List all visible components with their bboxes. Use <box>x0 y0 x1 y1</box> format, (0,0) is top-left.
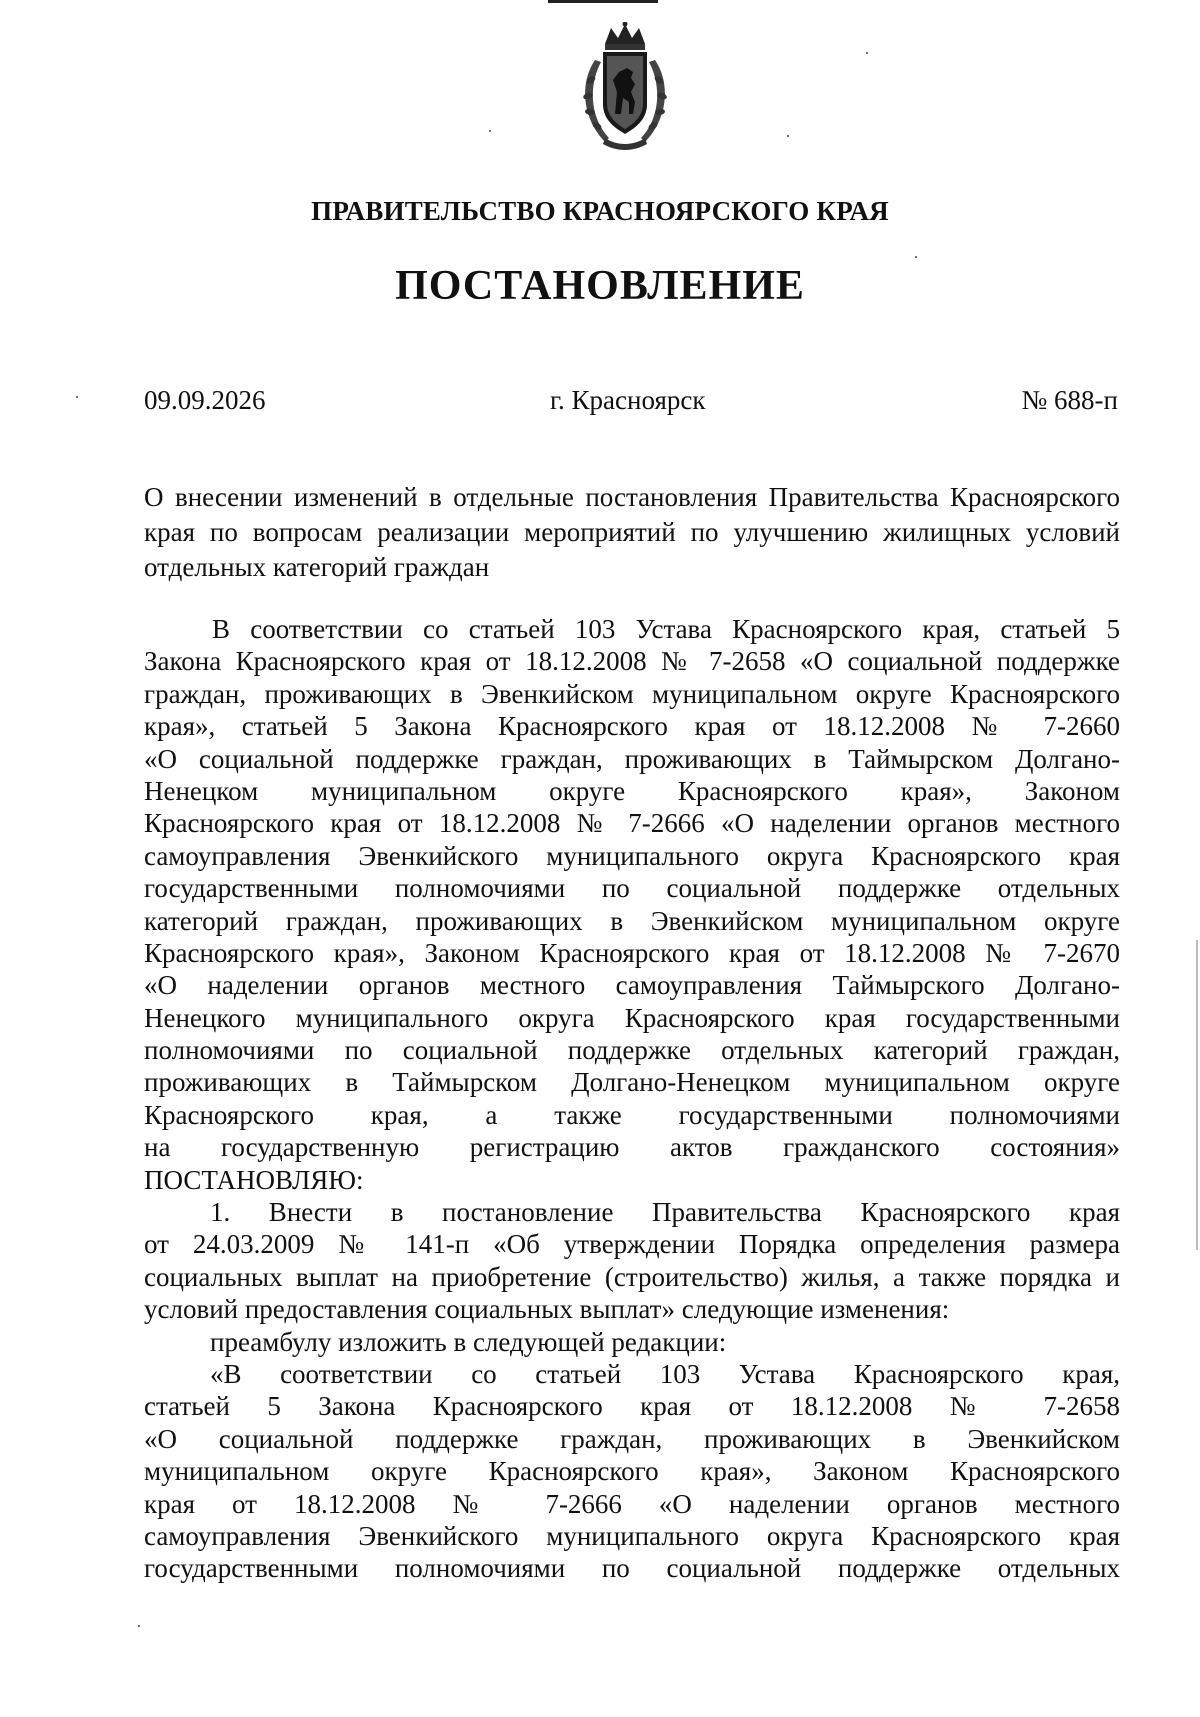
scan-speck <box>915 256 917 258</box>
body-line: государственными полномочиями по социальной поддержке отдельных <box>144 873 1120 904</box>
body-line: Красноярского края от 18.12.2008 № 7-2666 «О наделении органов местного <box>144 808 1120 839</box>
government-title: ПРАВИТЕЛЬСТВО КРАСНОЯРСКОГО КРАЯ <box>311 196 889 226</box>
body-line: «В соответствии со статьей 103 Устава Красноярского края, <box>210 1358 1120 1389</box>
body-line: Красноярского края», Законом Красноярского края от 18.12.2008 № 7-2670 <box>144 937 1120 968</box>
body-line: «О социальной поддержке граждан, проживающих в Таймырском Долгано- <box>144 743 1120 774</box>
body-line: муниципальном округе Красноярского края», Законом Красноярского <box>144 1456 1120 1487</box>
body-line: самоуправления Эвенкийского муниципального округа Красноярского края <box>144 840 1120 871</box>
body-line: преамбулу изложить в следующей редакции: <box>210 1326 727 1357</box>
scan-speck <box>489 130 491 132</box>
coat-of-arms-emblem <box>575 22 675 152</box>
scan-edge-mark <box>548 0 658 3</box>
body-line: от 24.03.2009 № 141-п «Об утверждении Порядка определения размера <box>144 1229 1120 1260</box>
body-line: социальных выплат на приобретение (строительство) жилья, а также порядка и <box>144 1261 1120 1292</box>
body-line: Красноярского края, а также государственными полномочиями <box>144 1099 1120 1130</box>
body-line: статьей 5 Закона Красноярского края от 18.12.2008 № 7-2658 <box>144 1391 1120 1422</box>
body-line: 1. Внести в постановление Правительства Красноярского края <box>210 1197 1120 1228</box>
scan-speck <box>866 52 868 54</box>
body-line: граждан, проживающих в Эвенкийском муниципальном округе Красноярского <box>144 678 1120 709</box>
scan-edge-mark <box>1196 940 1198 1250</box>
body-line: края от 18.12.2008 № 7-2666 «О наделении органов местного <box>144 1488 1120 1519</box>
body-line: полномочиями по социальной поддержке отдельных категорий граждан, <box>144 1035 1120 1066</box>
body-line: «О социальной поддержке граждан, проживающих в Эвенкийском <box>144 1423 1120 1454</box>
body-line: Ненецкого муниципального округа Красноярского края государственными <box>144 1002 1120 1033</box>
document-city: г. Красноярск <box>550 385 706 415</box>
body-line: Ненецком муниципальном округе Красноярского края», Законом <box>144 775 1120 806</box>
document-type-title: ПОСТАНОВЛЕНИЕ <box>395 263 805 309</box>
body-line: В соответствии со статьей 103 Устава Красноярского края, статьей 5 <box>212 614 1120 644</box>
body-line: государственными полномочиями по социальной поддержке отдельных <box>144 1553 1120 1584</box>
body-line: Закона Красноярского края от 18.12.2008 № 7-2658 «О социальной поддержке <box>144 646 1120 677</box>
scan-speck <box>76 396 78 398</box>
scan-speck <box>138 1625 140 1627</box>
body-line: края», статьей 5 Закона Красноярского края от 18.12.2008 № 7-2660 <box>144 711 1120 742</box>
scan-speck <box>787 135 789 137</box>
body-line: проживающих в Таймырском Долгано-Ненецком муниципальном округе <box>144 1067 1120 1098</box>
document-date: 09.09.2026 <box>144 385 266 415</box>
body-line: условий предоставления социальных выплат» следующие изменения: <box>144 1294 950 1325</box>
body-line: «О наделении органов местного самоуправления Таймырского Долгано- <box>144 970 1120 1001</box>
body-line: категорий граждан, проживающих в Эвенкийском муниципальном округе <box>144 905 1120 936</box>
document-number: № 688-п <box>1021 385 1118 415</box>
document-body <box>144 613 1120 1585</box>
body-line: ПОСТАНОВЛЯЮ: <box>144 1164 364 1195</box>
body-line: самоуправления Эвенкийского муниципального округа Красноярского края <box>144 1520 1120 1551</box>
document-subject: О внесении изменений в отдельные постановления Правительства Красноярского края по вопросам реализации мероприятий по улучшению жилищных условий отдельных категорий граждан <box>144 482 1120 582</box>
body-line: на государственную регистрацию актов гражданского состояния» <box>144 1132 1120 1163</box>
